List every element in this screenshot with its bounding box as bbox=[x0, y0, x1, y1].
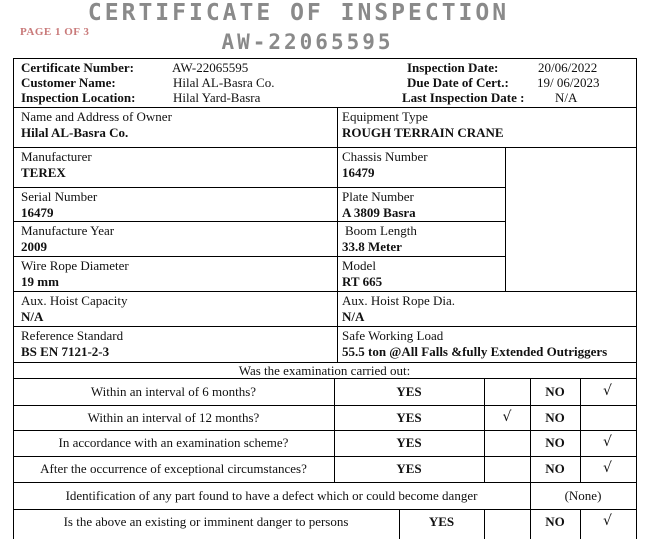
defect-answer: (None) bbox=[564, 488, 602, 503]
model-label: Model bbox=[342, 258, 376, 273]
danger-question: Is the above an existing or imminent danger to persons bbox=[63, 514, 349, 529]
boom-value: 33.8 Meter bbox=[342, 239, 402, 254]
customer-value: Hilal AL-Basra Co. bbox=[173, 75, 275, 90]
location-label: Inspection Location: bbox=[21, 90, 136, 105]
rule bbox=[505, 147, 506, 291]
no-label: NO bbox=[545, 435, 565, 450]
chassis-value: 16479 bbox=[342, 165, 375, 180]
aux-dia-label: Aux. Hoist Rope Dia. bbox=[342, 293, 456, 308]
rule bbox=[484, 378, 485, 482]
rule bbox=[13, 430, 636, 431]
cert-number-label: Certificate Number: bbox=[21, 60, 134, 75]
manufacturer-label: Manufacturer bbox=[21, 149, 92, 164]
rule bbox=[13, 405, 636, 406]
no-check-mark: √ bbox=[603, 434, 612, 450]
owner-value: Hilal AL-Basra Co. bbox=[21, 125, 129, 140]
exam-question: In accordance with an examination scheme? bbox=[58, 435, 289, 450]
rule bbox=[484, 509, 485, 539]
reference-label: Reference Standard bbox=[21, 328, 124, 343]
last-inspection-value: N/A bbox=[555, 90, 578, 105]
rule bbox=[13, 107, 636, 108]
rule bbox=[13, 509, 636, 510]
rule bbox=[13, 221, 506, 222]
rule bbox=[13, 482, 636, 483]
equipment-label: Equipment Type bbox=[342, 109, 428, 124]
due-date-label: Due Date of Cert.: bbox=[407, 75, 509, 90]
yes-label: YES bbox=[396, 461, 422, 476]
model-value: RT 665 bbox=[342, 274, 383, 289]
yes-label: YES bbox=[428, 514, 455, 529]
customer-label: Customer Name: bbox=[21, 75, 116, 90]
cert-number-value: AW-22065595 bbox=[172, 60, 249, 75]
rule bbox=[13, 326, 636, 327]
no-label: NO bbox=[545, 384, 565, 399]
swl-value: 55.5 ton @All Falls &fully Extended Outriggers bbox=[342, 344, 608, 359]
rule bbox=[13, 187, 506, 188]
no-check-mark: √ bbox=[603, 513, 612, 529]
last-inspection-label: Last Inspection Date : bbox=[402, 90, 525, 105]
rule bbox=[13, 256, 506, 257]
rule bbox=[13, 291, 636, 292]
yes-check-mark: √ bbox=[502, 409, 512, 425]
no-check-mark: √ bbox=[603, 383, 612, 399]
exam-heading: Was the examination carried out: bbox=[238, 363, 411, 378]
rule bbox=[13, 147, 636, 148]
owner-label: Name and Address of Owner bbox=[21, 109, 172, 124]
serial-label: Serial Number bbox=[21, 189, 98, 204]
aux-capacity-label: Aux. Hoist Capacity bbox=[21, 293, 128, 308]
location-value: Hilal Yard-Basra bbox=[173, 90, 261, 105]
no-label: NO bbox=[545, 514, 565, 529]
certificate-title: CERTIFICATE OF INSPECTION bbox=[87, 0, 510, 26]
rule bbox=[337, 107, 338, 362]
equipment-value: ROUGH TERRAIN CRANE bbox=[342, 125, 504, 140]
yes-label: YES bbox=[396, 384, 422, 399]
serial-value: 16479 bbox=[21, 205, 54, 220]
page-number: PAGE 1 OF 3 bbox=[20, 26, 90, 38]
year-label: Manufacture Year bbox=[21, 223, 115, 238]
reference-value: BS EN 7121-2-3 bbox=[21, 344, 110, 359]
exam-question: After the occurrence of exceptional circumstances? bbox=[40, 461, 307, 476]
plate-value: A 3809 Basra bbox=[342, 205, 416, 220]
boom-label: Boom Length bbox=[345, 223, 417, 238]
exam-question: Within an interval of 6 months? bbox=[90, 384, 257, 399]
inspection-date-label: Inspection Date: bbox=[407, 60, 499, 75]
manufacturer-value: TEREX bbox=[21, 165, 66, 180]
defect-question: Identification of any part found to have a defect which or could become danger bbox=[65, 488, 478, 503]
inspection-date-value: 20/06/2022 bbox=[538, 60, 598, 75]
rule bbox=[13, 456, 636, 457]
no-label: NO bbox=[545, 410, 565, 425]
exam-question: Within an interval of 12 months? bbox=[87, 410, 260, 425]
wire-label: Wire Rope Diameter bbox=[21, 258, 129, 273]
chassis-label: Chassis Number bbox=[342, 149, 428, 164]
swl-label: Safe Working Load bbox=[342, 328, 444, 343]
aux-dia-value: N/A bbox=[342, 309, 365, 324]
yes-label: YES bbox=[396, 435, 422, 450]
plate-label: Plate Number bbox=[342, 189, 414, 204]
no-label: NO bbox=[545, 461, 565, 476]
yes-label: YES bbox=[396, 410, 422, 425]
wire-value: 19 mm bbox=[21, 274, 59, 289]
no-check-mark: √ bbox=[603, 460, 612, 476]
year-value: 2009 bbox=[21, 239, 47, 254]
aux-capacity-value: N/A bbox=[21, 309, 44, 324]
due-date-value: 19/ 06/2023 bbox=[537, 75, 600, 90]
certificate-code: AW-22065595 bbox=[221, 30, 394, 54]
